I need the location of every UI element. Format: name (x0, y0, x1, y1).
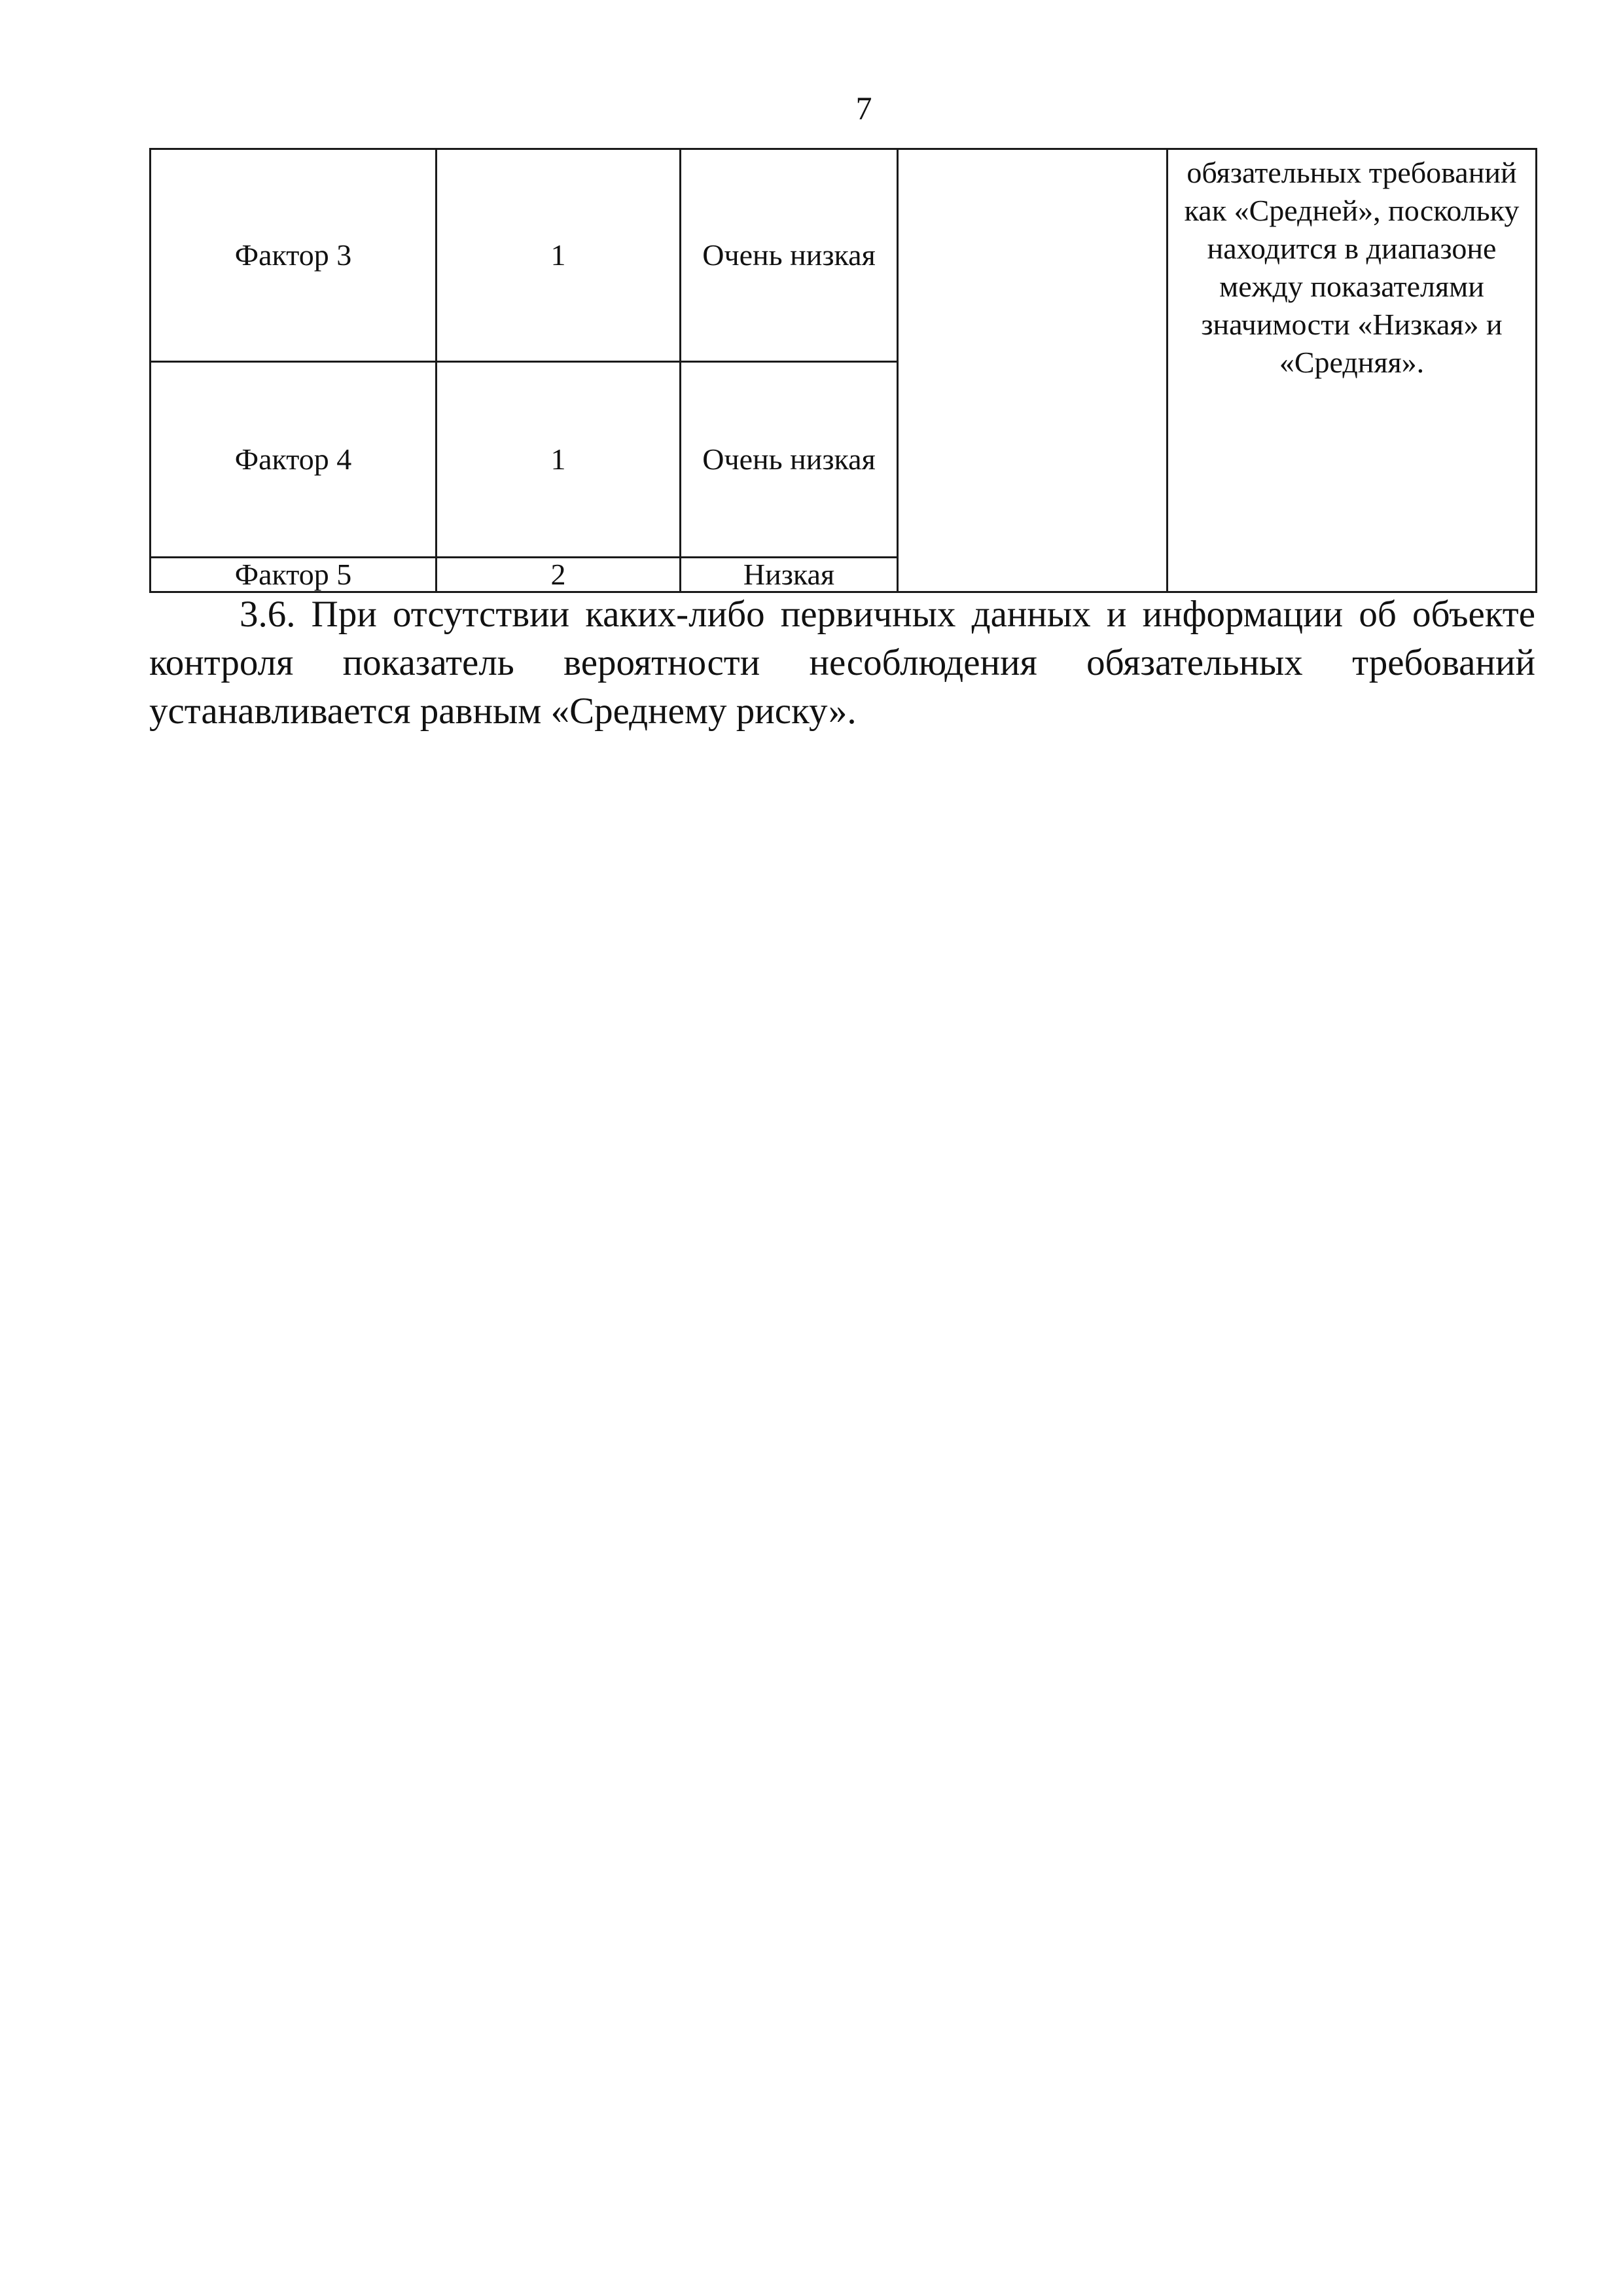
risk-factor-table (149, 148, 1537, 593)
factor-name: Фактор 5 (151, 558, 437, 592)
factor-score: 2 (437, 558, 681, 592)
factor-score: 1 (437, 149, 681, 362)
page-number: 7 (855, 90, 872, 126)
blank-cell (898, 149, 1168, 592)
factor-name: Фактор 3 (151, 149, 437, 362)
factor-level: Очень низкая (681, 362, 898, 558)
paragraph-3-6: 3.6. При отсутствии каких-либо первичных данных и информации об объекте контроля показатель вероятности несоблюдения обязательных требований устанавливается равным «Среднему риску». (149, 594, 1535, 732)
factor-name: Фактор 4 (151, 362, 437, 558)
factor-level: Очень низкая (681, 149, 898, 362)
factor-score: 1 (437, 362, 681, 558)
note-cell: обязательных требований как «Средней», поскольку находится в диапазоне между показателями значимости «Низкая» и «Средняя». (1168, 149, 1537, 592)
factor-level: Низкая (681, 558, 898, 592)
table-row (151, 149, 1537, 362)
